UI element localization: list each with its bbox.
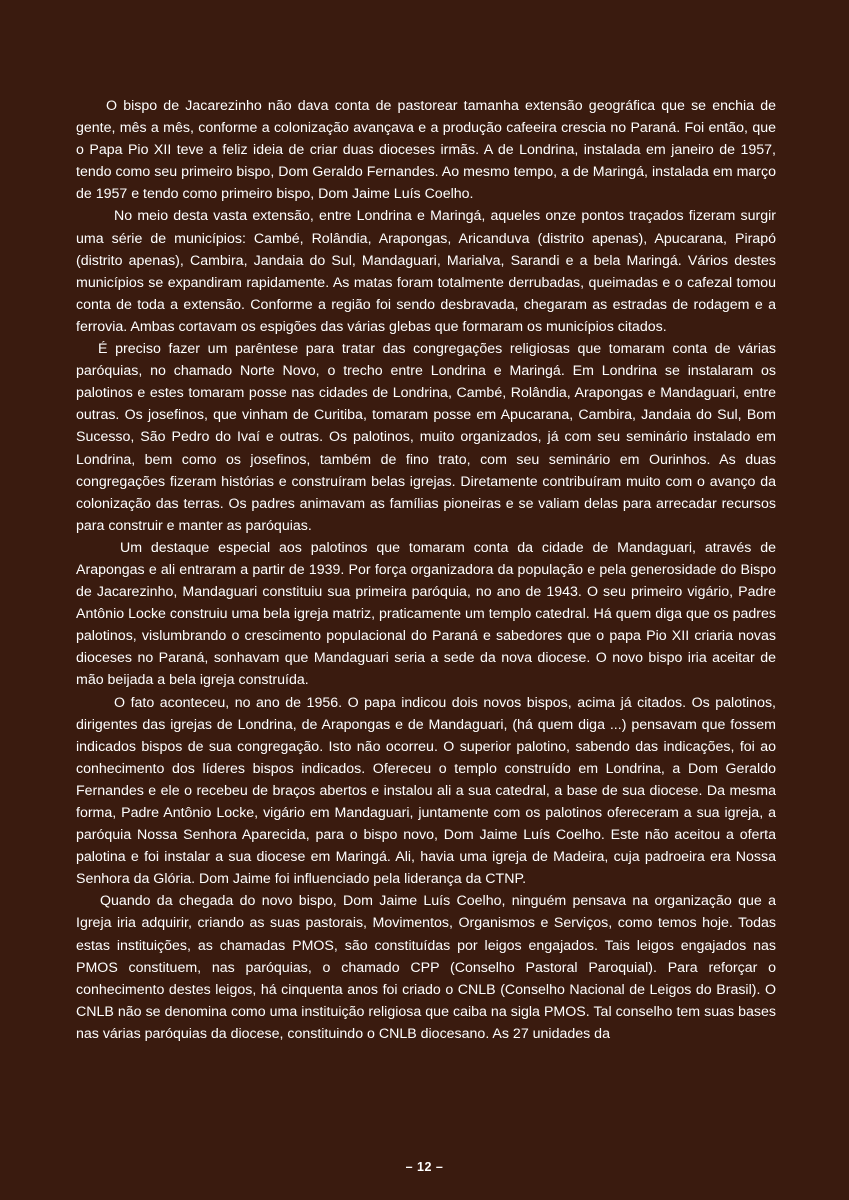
paragraph-5: O fato aconteceu, no ano de 1956. O papa indicou dois novos bispos, acima já citados. Os palotinos, dirigentes das igrejas de Londrina, de Arapongas e de Mandaguari, (há quem diga ...) pensavam que fossem indicados bispos de sua congregação. Isto não ocorreu. O superior palotino, sabendo das indicações, foi ao conhecimento dos líderes bispos indicados. Ofereceu o templo construído em Londrina, a Dom Geraldo Fernandes e ele o recebeu de braços abertos e instalou ali a sua catedral, a base de sua diocese. Da mesma forma, Padre Antônio Locke, vigário em Mandaguari, juntamente com os palotinos ofereceram a sua igreja, a paróquia Nossa Senhora Aparecida, para o bispo novo, Dom Jaime Luís Coelho. Este não aceitou a oferta palotina e foi instalar a sua diocese em Maringá. Ali, havia uma igreja de Madeira, cuja padroeira era Nossa Senhora da Glória. Dom Jaime foi influenciado pela liderança da CTNP. (76, 694, 776, 888)
page-number: – 12 – (405, 1160, 444, 1174)
paragraph-1: O bispo de Jacarezinho não dava conta de pastorear tamanha extensão geográfica que se enchia de gente, mês a mês, conforme a colonização avançava e a produção cafeeira crescia no Paraná. Foi então, que o Papa Pio XII teve a feliz ideia de criar duas dioceses irmãs. A de Londrina, instalada em janeiro de 1957, tendo como seu primeiro bispo, Dom Geraldo Fernandes. Ao mesmo tempo, a de Maringá, instalada em março de 1957 e tendo como primeiro bispo, Dom Jaime Luís Coelho. (76, 98, 776, 203)
paragraph-3: É preciso fazer um parêntese para tratar das congregações religiosas que tomaram conta de várias paróquias, no chamado Norte Novo, o trecho entre Londrina e Maringá. Em Londrina se instalaram os palotinos e estes tomaram posse nas cidades de Londrina, Cambé, Rolândia, Arapongas e Mandaguari, entre outras. Os josefinos, que vinham de Curitiba, tomaram posse em Apucarana, Cambira, Jandaia do Sul, Bom Sucesso, São Pedro do Ivaí e outras. Os palotinos, muito organizados, já com seu seminário instalado em Londrina, bem como os josefinos, também de fino trato, com seu seminário em Ourinhos. As duas congregações fizeram histórias e construíram belas igrejas. Diretamente contribuíram muito com o avanço da colonização das terras. Os padres animavam as famílias pioneiras e se valiam delas para arrecadar recursos para construir e manter as paróquias. (76, 341, 776, 534)
body-text (76, 95, 776, 1045)
paragraph-2: No meio desta vasta extensão, entre Londrina e Maringá, aqueles onze pontos traçados fizeram surgir uma série de municípios: Cambé, Rolândia, Arapongas, Aricanduva (distrito apenas), Apucarana, Pirapó (distrito apenas), Cambira, Jandaia do Sul, Mandaguari, Marialva, Sarandi e a bela Maringá. Vários destes municípios se expandiram rapidamente. As matas foram totalmente derrubadas, queimadas e o cafezal tomou conta de toda a extensão. Conforme a região foi sendo desbravada, chegaram as estradas de rodagem e a ferrovia. Ambas cortavam os espigões das várias glebas que formaram os municípios citados. (76, 208, 776, 335)
paragraph-4: Um destaque especial aos palotinos que tomaram conta da cidade de Mandaguari, através de Arapongas e ali entraram a partir de 1939. Por força organizadora da população e pela generosidade do Bispo de Jacarezinho, Mandaguari constituiu sua primeira paróquia, no ano de 1943. O seu primeiro vigário, Padre Antônio Locke construiu uma bela igreja matriz, praticamente um templo catedral. Há quem diga que os padres palotinos, vislumbrando o crescimento populacional do Paraná e sabedores que o papa Pio XII criaria novas dioceses no Paraná, sonhavam que Mandaguari seria a sede da nova diocese. O novo bispo iria aceitar de mão beijada a bela igreja construída. (76, 539, 776, 689)
paragraph-6: Quando da chegada do novo bispo, Dom Jaime Luís Coelho, ninguém pensava na organização que a Igreja iria adquirir, criando as suas pastorais, Movimentos, Organismos e Serviços, como temos hoje. Todas estas instituições, as chamadas PMOS, são constituídas por leigos engajados. Tais leigos engajados nas PMOS constituem, nas paróquias, o chamado CPP (Conselho Pastoral Paroquial). Para reforçar o conhecimento destes leigos, há cinquenta anos foi criado o CNLB (Conselho Nacional de Leigos do Brasil). O CNLB não se denomina como uma instituição religiosa que caiba na sigla PMOS. Tal conselho tem suas bases nas várias paróquias da diocese, constituindo o CNLB diocesano. As 27 unidades da (76, 893, 776, 1042)
